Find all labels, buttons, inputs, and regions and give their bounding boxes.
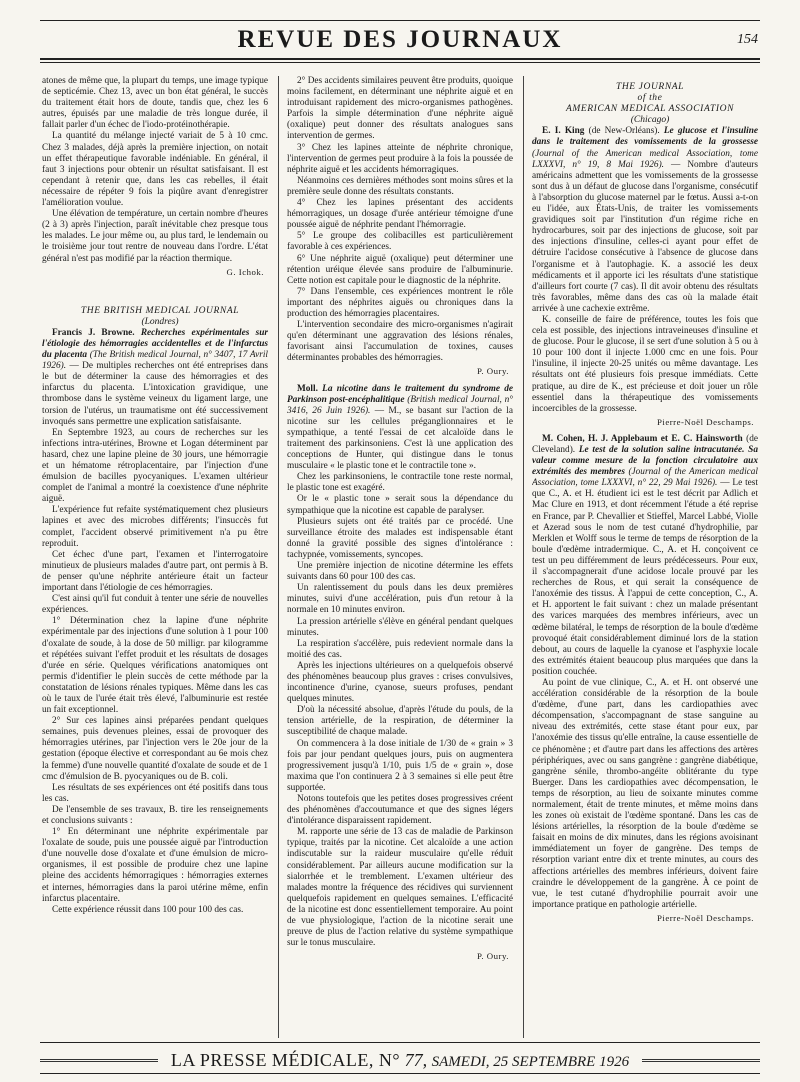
paragraph: Plusieurs sujets ont été traités par ce procédé. Une surveillance étroite des malades est indispensable étant donné la gravité possible des signes d'intolérance : tachypnée, vomissements, syncopes. (287, 516, 513, 560)
header-rule-top (40, 20, 760, 21)
header-rule-bottom (40, 58, 760, 60)
footer (40, 1050, 760, 1070)
paragraph: Un ralentissement du pouls dans les deux premières minutes, suivi d'une accélération, puis d'un retour à la normale en 10 minutes environ. (287, 583, 513, 616)
paragraph: 1° En déterminant une néphrite expérimentale par l'oxalate de soude, puis une poussée aiguë par l'introduction d'une nouvelle dose d'oxalate et d'une émulsion de micro-organismes, il est possible de produire chez une lapine pleine des accidents hémorragiques : hémorragies externes et internes, hémorragies dans la paroi utérine même, enfin infarctus placentaire. (42, 827, 268, 904)
article-lead (532, 434, 758, 678)
paragraph: Les résultats de ses expériences ont été positifs dans tous les cas. (42, 782, 268, 804)
journal-city: (Chicago) (630, 115, 670, 126)
paragraph: La pression artérielle s'élève en général pendant quelques minutes. (287, 616, 513, 638)
paragraph: K. conseille de faire de préférence, toutes les fois que cela est possible, des injections intraveineuses d'insuline et de glucose. Pour le glucose, il se sert d'une solution à 5 ou à 10 pour 100 dont il injecte 1.000 cmc en une fois. Pour l'insuline, il injecte 20-25 unités ou même davantage. Les résultats ont été plusieurs fois presque immédiats. Cette pratique, au dire de K., est précieuse et doit jouer un rôle essentiel dans la thérapeutique des vomissements incoercibles de la grossesse. (532, 314, 758, 414)
column-2 (287, 76, 513, 1038)
paragraph: Une élévation de température, un certain nombre d'heures (2 à 3) après l'injection, paraît inévitable chez presque tous les malades. Le jour même ou, au plus tard, le lendemain ou le troisième jour tout rentre de nouveau dans l'ordre. L'état général n'est pas modifié par la réaction thermique. (42, 209, 268, 264)
article-author: M. Cohen, H. J. Applebaum et E. C. Hainsworth (542, 433, 743, 444)
journal-title-line: of the (637, 93, 663, 104)
article-title: La nicotine dans le traitement du syndrome de Parkinson post-encéphalitique (287, 383, 513, 405)
article-title: Le test de la solution saline intracutanée. Sa valeur comme mesure de la fonction circulatoire aux extrémités des membres (532, 445, 758, 478)
column-3 (532, 76, 758, 1038)
paragraph: Une première injection de nicotine détermine les effets suivants dans 60 pour 100 des cas. (287, 561, 513, 583)
article-author: Moll. (297, 383, 318, 394)
footer-text (165, 1050, 635, 1071)
article-author: Francis J. Browne. (52, 327, 135, 338)
article-lead-text: — Nombre d'auteurs américains admettent que les vomissements de la grossesse sont dus à un défaut de glucose dans l'organisme, consécutif à l'absorption du glucose maternel par le fœtus. Aussi a-t-on eu l'idée, aux États-Unis, de traiter les vomissements gravidiques soit par l'institution d'un régime riche en hydrocarbures, soit par des injections de glucose, soit par des injections d'insuline, celles-ci ayant pour effet de détruire l'acidose consécutive à l'absence de glucose dans l'organisme et à l'autophagie. K. a associé les deux médicaments et il apporte ici les résultats d'une statistique d'ailleurs fort courte (7 cas). Il dit avoir obtenu des résultats très favorables, même dans des cas où la malade était arrivée à une cachexie extrême. (532, 159, 758, 314)
article-lead-text: — De multiples recherches ont été entreprises dans le but de déterminer la cause des hémorragies et des infarctus du placenta. L'intoxication gravidique, une thrombose dans le système veineux du ligament large, une torsion de l'utérus, un traumatisme ont été successivement invoqués sans permettre une explication satisfaisante. (42, 361, 268, 427)
journal-title: THE BRITISH MEDICAL JOURNAL (80, 305, 240, 316)
signature: P. Oury. (476, 366, 509, 377)
article-source: (Journal of the American medical Association, tome LXXXVI, n° 19, 8 Mai 1926). (532, 148, 758, 170)
article-lead (532, 126, 758, 315)
signature: G. Ichok. (226, 266, 264, 277)
paragraph: La respiration s'accélère, puis redevient normale dans la moitié des cas. (287, 638, 513, 660)
article-affiliation: (de New-Orléans). (588, 126, 660, 137)
paragraph: Cette expérience réussit dans 100 pour 100 des cas. (52, 904, 244, 915)
footer-rule-bottom (40, 1073, 760, 1074)
paragraph: L'intervention secondaire des micro-organismes n'agirait qu'en déterminant une aggravation des lésions rénales, favorisant ainsi l'accumulation de toxines, causes déterminantes probables des hémorragies. (287, 320, 513, 364)
column-1 (42, 76, 268, 1038)
paragraph: On commencera à la dose initiale de 1/30 de « grain » 3 fois par jour pendant quelques jours, puis on augmentera progressivement jusqu'à 1/10, puis 1/5 de « grain », dose maxima que l'on continuera 2 à 3 semaines si elle peut être supportée. (287, 738, 513, 793)
journal-title-line: THE JOURNAL (615, 82, 685, 92)
paragraph: 7° Dans l'ensemble, ces expériences montrent le rôle important des néphrites aiguës ou chroniques dans la production des hémorragies placentaires. (287, 286, 513, 319)
paragraph: Notons toutefois que les petites doses progressives créent des phénomènes d'accoutumance et que des signes légers d'intolérance disparaissent rapidement. (287, 794, 513, 827)
paragraph: Chez les parkinsoniens, le contractile tone reste normal, le plastic tone est exagéré. (287, 472, 513, 494)
footer-ornament-rule (642, 1059, 760, 1062)
article-lead (42, 328, 268, 428)
article-lead-text: — Le test que C., A. et H. étudient ici est le test décrit par Adlich et Mac Clure en 1913, et dont récemment l'étude a été reprise en France, par P. Chevallier et Stieffel, Marcel Labbé, Violle et Azerad sous le nom de test cutané d'hydrophilie, par Merklen et Wolff sous le terme de temps de résorption de la boule d'œdème intradermique. C., A. et H. conçoivent ce test un peu différemment de leurs prédécesseurs. Pour eux, il s'accompagnerait d'une acidose locale prouvé par les recherches de Rous, et qui serait la conséquence de l'anoxémie des tissus. À l'appui de cette conception, C., A. et H. apportent le fait suivant : chez un malade présentant des varices marquées des membres inférieurs, avec un œdème bilatéral, le temps de résorption de la boule d'œdème provoqué était considérablement diminué lors de la station debout, au cours de laquelle la cyanose et l'asphyxie locale des extrémités étaient beaucoup plus marquées que dans la position couchée. (532, 478, 758, 677)
article-lead (287, 384, 513, 473)
footer-rule-top (40, 1042, 760, 1043)
column-divider (523, 76, 524, 1038)
article-title: Recherches expérimentales sur l'étiologie des hémorragies accidentelles et de l'infarctus du placenta (42, 327, 268, 361)
header-rule-bottom-thin (40, 62, 760, 63)
footer-publication: LA PRESSE MÉDICALE, N° (170, 1050, 401, 1070)
paragraph: 5° Le groupe des colibacilles est particulièrement favorable à ces expériences. (287, 231, 513, 253)
paragraph: 4° Chez les lapines présentant des accidents hémorragiques, un dosage d'urée antérieur témoigne d'une poussée aiguë de néphrite pendant l'hémorragie. (287, 198, 513, 231)
article-source: (Journal of the American medical Association, tome LXXXVI, n° 22, 29 Mai 1926). (532, 467, 758, 489)
paragraph: En Septembre 1923, au cours de recherches sur les infections intra-utérines, Browne et Logan déterminent par hasard, chez une lapine pleine de 30 jours, une hémorragie et un hématome rétroplacentaire, par l'injection d'une émulsion de bacilles pyocyaniques. L'examen ultérieur complet de l'animal a montré la coexistence d'une néphrite aiguë. (42, 427, 268, 505)
paragraph: De l'ensemble de ses travaux, B. tire les renseignements et conclusions suivants : (42, 804, 268, 826)
paragraph: C'est ainsi qu'il fut conduit à tenter une série de nouvelles expériences. (42, 594, 268, 616)
page-number: 154 (737, 32, 758, 47)
footer-issue: 77, (404, 1050, 428, 1070)
paragraph: 1° Détermination chez la lapine d'une néphrite expérimentale par des injections d'une solution à 1 pour 100 d'oxalate de soude, à la dose de 50 milligr. par kilogramme et répétées suivant l'effet produit et les résultats de dosages d'urée en série. Quelques vérifications anatomiques ont permis d'identifier le plein succès de cette méthode par la constatation de lésions rénales typiques. Même dans les cas où le taux de l'urée était très élevé, l'albuminurie est restée un fait exceptionnel. (42, 616, 268, 716)
signature: Pierre-Noël Deschamps. (657, 416, 754, 427)
paragraph: Cet échec d'une part, l'examen et l'interrogatoire minutieux de plusieurs malades d'autre part, ont permis à B. de penser qu'une néphrite antérieure était un facteur important dans l'étiologie de ces hémorragies. (42, 549, 268, 594)
paragraph: 3° Chez les lapines atteinte de néphrite chronique, l'intervention de germes peut produire à la fois la poussée de néphrite aiguë et les accidents hémorragiques. (287, 142, 513, 175)
paragraph: 6° Une néphrite aiguë (oxalique) peut déterminer une rétention uréique élevée sans produire de l'albuminurie. Cette notion est capitale pour le diagnostic de la néphrite. (287, 253, 513, 286)
signature: Pierre-Noël Deschamps. (657, 912, 754, 923)
columns-container (42, 76, 758, 1038)
column-divider (278, 76, 279, 1038)
journal-title-line: AMERICAN MEDICAL ASSOCIATION (565, 104, 735, 115)
article-source: (The British medical Journal, n° 3407, 17 Avril 1926). (42, 350, 268, 372)
paragraph: Au point de vue clinique, C., A. et H. ont observé une accélération considérable de la résorption de la boule d'œdème, d'une part, dans les cardiopathies avec décompensation, s'accompagnant de stase sanguine au niveau des extrémités, cette stase étant pour eux, par l'anoxémie des tissus qu'elle entraîne, la cause essentielle de ce phénomène ; et d'autre part dans les affections des artères périphériques, avec ou sans gangrène : gangrène diabétique, gangrène sénile, thrombo-angéite oblitérante du type Buerger. Dans les cardiopathies avec décompensation, le temps de résorption, au lieu de soixante minutes comme normalement, était de trente minutes, et même moins dans les zones où existait de l'œdème spontané. Dans les cas de lésions artérielles, la résorption de la boule d'œdème se faisait en moins de dix minutes, dans les régions avoisinant immédiatement un foyer de gangrène. Des temps de résorption variant entre dix et trente minutes, au cours des affections artérielles des membres inférieurs, doivent faire craindre le développement de la gangrène. À ce point de vue, le test cutané d'hydrophilie pourrait avoir une importance pratique en pathologie artérielle. (532, 677, 758, 910)
article-title: Le glucose et l'insuline dans le traitement des vomissements de la grossesse (532, 126, 758, 148)
journal-city: (Londres) (141, 316, 179, 327)
paragraph: Néanmoins ces dernières méthodes sont moins sûres et la première seule donne des résultats constants. (287, 175, 513, 197)
paragraph: Après les injections ultérieures on a quelquefois observé des phénomènes beaucoup plus graves : crises convulsives, incontinence d'urine, cyanose, sueurs profuses, pendant quelques minutes. (287, 660, 513, 705)
article-source: (British medical Journal, n° 3416, 26 Juin 1926). (287, 394, 513, 416)
paragraph: D'où la nécessité absolue, d'après l'étude du pouls, de la tension artérielle, de la respiration, de déterminer la susceptibilité de chaque malade. (287, 705, 513, 738)
article-affiliation: (de Cleveland). (532, 433, 758, 455)
article-lead-text: — M., se basant sur l'action de la nicotine sur les cellules préganglionnaires et le sympathique, a tenté l'essai de cet alcaloïde dans le traitement des parkinsoniens. C'est là une application des conceptions de Hunter, qui distingue dans le tonus musculaire « le plastic tone et le contractile tone ». (287, 405, 513, 472)
footer-date: SAMEDI, 25 SEPTEMBRE 1926 (431, 1054, 630, 1070)
footer-ornament-rule (40, 1059, 158, 1062)
paragraph: L'expérience fut refaite systématiquement chez plusieurs lapines et avec des microbes différents; l'insuccès fut complet, l'accident observé primitivement n'a pu être reproduit. (42, 505, 268, 549)
paragraph: 2° Sur ces lapines ainsi préparées pendant quelques semaines, puis devenues pleines, essai de provoquer des hémorragies utérines, par l'injection vers le 20e jour de la gestation (époque élective et correspondant au 6e mois chez la femme) d'une nouvelle quantité d'oxalate de soude et de 1 cmc d'émulsion de B. pyocyaniques ou de B. coli. (42, 716, 268, 782)
paragraph: Or le « plastic tone » serait sous la dépendance du sympathique que la nicotine est capable de paralyser. (287, 494, 513, 516)
paragraph: atones de même que, la plupart du temps, une image typique de septicémie. Chez 13, avec un bon état général, le succès du traitement était hors de doute, tandis que, chez les 6 autres, épuisés par une maladie de très longue durée, il fallait parler d'un échec de l'iodo-protéinothérapie. (42, 76, 268, 131)
paragraph: M. rapporte une série de 13 cas de maladie de Parkinson typique, traités par la nicotine. Cet alcaloïde a une action indiscutable sur la raideur musculaire qu'elle réduit considérablement. Par ailleurs aucune modification sur la sialorrhée et le tremblement. L'examen ultérieur des malades montre la fréquence des récidives qui surviennent quelquefois rapidement en quelques semaines. L'efficacité de la nicotine est donc essentiellement temporaire. Au point de vue physiologique, l'action de la nicotine serait une preuve de plus de l'action relative du système sympathique sur le tonus musculaire. (287, 827, 513, 949)
paragraph: La quantité du mélange injecté variait de 5 à 10 cmc. Chez 3 malades, déjà après la première injection, on notait un effet thérapeutique favorable indéniable. En général, il faut 3 injections pour obtenir un résultat satisfaisant. Il est cependant à retenir que, dans les cas rebelles, il était nécessaire de répéter 9 fois la piqûre avant d'enregistrer l'amélioration voulue. (42, 131, 268, 209)
signature: P. Oury. (476, 951, 509, 962)
paragraph: 2° Des accidents similaires peuvent être produits, quoique moins facilement, en déterminant une néphrite aiguë et en introduisant rapidement des micro-organismes pathogènes. Parfois la simple détermination d'une néphrite aiguë (oxalique) peut donner des résultats analogues sans intervention de germes. (287, 76, 513, 142)
page-title: REVUE DES JOURNAUX (237, 26, 563, 53)
article-author: E. I. King (542, 126, 585, 137)
